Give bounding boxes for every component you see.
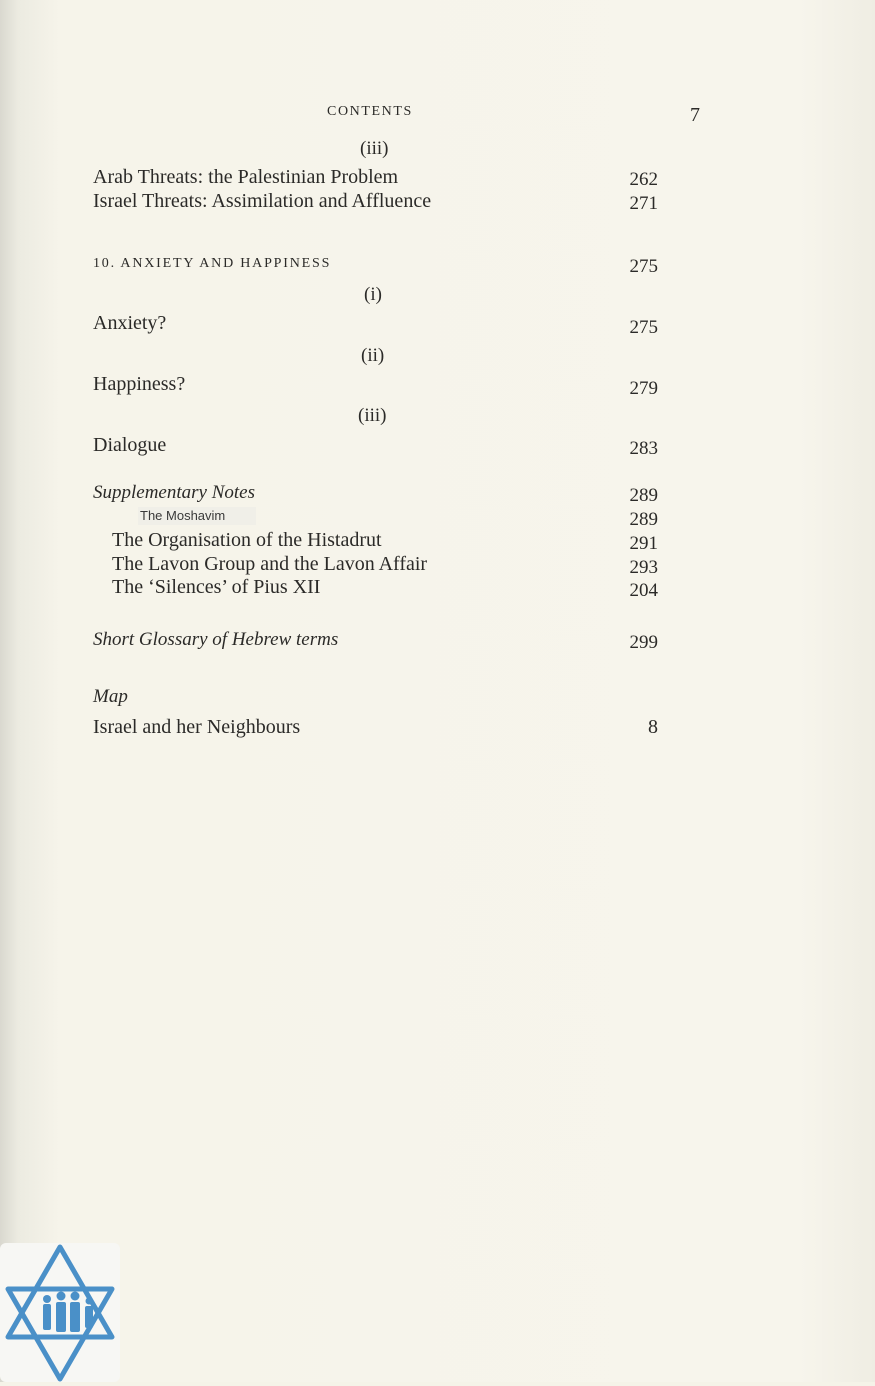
chapter-heading: 10. ANXIETY AND HAPPINESS bbox=[93, 256, 332, 271]
chapter-page: 275 bbox=[629, 256, 658, 277]
toc-entry-title: Dialogue bbox=[93, 434, 167, 456]
running-head: CONTENTS bbox=[327, 104, 413, 119]
toc-entry-page: 204 bbox=[629, 580, 658, 601]
toc-entry-page: 279 bbox=[629, 378, 658, 399]
toc-entry-title: The Moshavim bbox=[138, 507, 256, 525]
supplementary-page: 289 bbox=[629, 485, 658, 506]
section-marker: (iii) bbox=[360, 138, 389, 159]
section-marker: (ii) bbox=[361, 345, 385, 366]
toc-entry-title: Israel and her Neighbours bbox=[93, 716, 301, 738]
toc-entry-page: 262 bbox=[629, 169, 658, 190]
star-family-logo-icon bbox=[0, 1243, 120, 1382]
toc-entry-page: 291 bbox=[629, 533, 658, 554]
toc-entry-title: Israel Threats: Assimilation and Affluence bbox=[93, 190, 432, 212]
toc-entry-page: 289 bbox=[629, 509, 658, 530]
toc-entry-title: The Organisation of the Histadrut bbox=[112, 529, 382, 551]
toc-entry-page: 8 bbox=[648, 716, 658, 738]
toc-entry-title: Anxiety? bbox=[93, 312, 167, 334]
toc-entry-page: 271 bbox=[629, 193, 658, 214]
section-marker: (iii) bbox=[358, 405, 387, 426]
toc-entry-title: The Lavon Group and the Lavon Affair bbox=[112, 553, 428, 575]
toc-entry-title: Arab Threats: the Palestinian Problem bbox=[93, 166, 399, 188]
supplementary-heading: Supplementary Notes bbox=[93, 482, 256, 503]
toc-entry-title: The ‘Silences’ of Pius XII bbox=[112, 576, 321, 598]
map-heading: Map bbox=[93, 686, 128, 707]
toc-entry-page: 275 bbox=[629, 317, 658, 338]
toc-entry-page: 293 bbox=[629, 557, 658, 578]
glossary-page: 299 bbox=[629, 632, 658, 653]
section-marker: (i) bbox=[364, 284, 382, 305]
toc-entry-title: Happiness? bbox=[93, 373, 186, 395]
page-number: 7 bbox=[690, 104, 700, 126]
glossary-title: Short Glossary of Hebrew terms bbox=[93, 629, 339, 650]
toc-entry-page: 283 bbox=[629, 438, 658, 459]
